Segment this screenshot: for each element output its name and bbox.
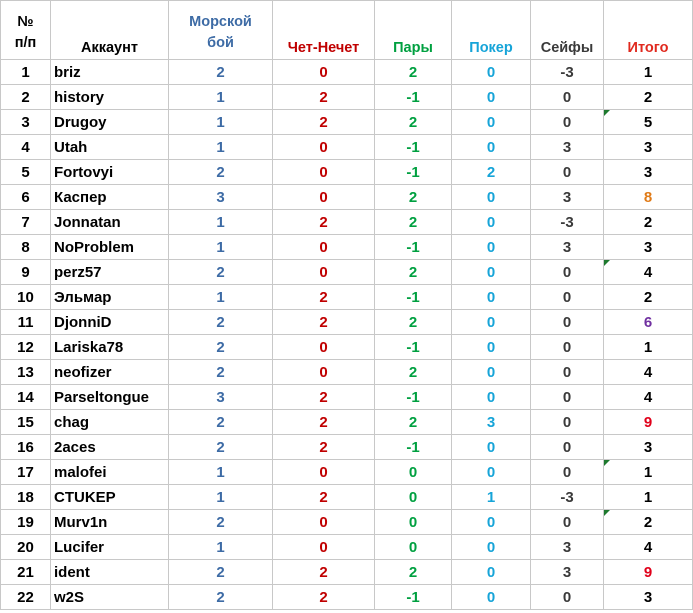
safes-score[interactable]: 0 — [531, 585, 604, 610]
poker-score[interactable]: 0 — [452, 585, 531, 610]
sea-battle-score[interactable]: 2 — [169, 160, 273, 185]
sea-battle-score[interactable]: 3 — [169, 385, 273, 410]
poker-score[interactable]: 0 — [452, 385, 531, 410]
pairs-score[interactable]: -1 — [375, 435, 452, 460]
row-number[interactable]: 16 — [1, 435, 51, 460]
table-row — [1, 85, 693, 110]
account-name[interactable]: Каспер — [51, 185, 169, 210]
odd-even-score[interactable]: 0 — [273, 460, 375, 485]
account-name[interactable]: ident — [51, 560, 169, 585]
account-name[interactable]: Parseltongue — [51, 385, 169, 410]
sea-battle-score[interactable]: 1 — [169, 110, 273, 135]
poker-score[interactable]: 0 — [452, 360, 531, 385]
safes-score[interactable]: 0 — [531, 160, 604, 185]
total-score[interactable]: 4 — [604, 360, 693, 385]
total-score[interactable]: 1 — [604, 335, 693, 360]
odd-even-score[interactable]: 2 — [273, 310, 375, 335]
sea-battle-score[interactable]: 2 — [169, 410, 273, 435]
poker-score[interactable]: 0 — [452, 335, 531, 360]
table-row — [1, 260, 693, 285]
account-name[interactable]: neofizer — [51, 360, 169, 385]
total-score[interactable]: 2 — [604, 210, 693, 235]
table-row — [1, 385, 693, 410]
account-name[interactable]: chag — [51, 410, 169, 435]
safes-score[interactable]: 0 — [531, 360, 604, 385]
sea-battle-score[interactable]: 1 — [169, 460, 273, 485]
total-score[interactable]: 2 — [604, 510, 693, 535]
safes-score[interactable]: 3 — [531, 185, 604, 210]
row-number[interactable]: 20 — [1, 535, 51, 560]
account-name[interactable]: Эльмар — [51, 285, 169, 310]
row-number[interactable]: 22 — [1, 585, 51, 610]
table-row — [1, 285, 693, 310]
sea-battle-score[interactable]: 2 — [169, 560, 273, 585]
row-number[interactable]: 7 — [1, 210, 51, 235]
table-row — [1, 160, 693, 185]
safes-score[interactable]: 0 — [531, 110, 604, 135]
poker-score[interactable]: 0 — [452, 185, 531, 210]
poker-score[interactable]: 3 — [452, 410, 531, 435]
row-number[interactable]: 3 — [1, 110, 51, 135]
account-name[interactable]: briz — [51, 60, 169, 85]
account-name[interactable]: w2S — [51, 585, 169, 610]
odd-even-score[interactable]: 0 — [273, 510, 375, 535]
account-name[interactable]: Utah — [51, 135, 169, 160]
header-pairs[interactable]: Пары — [375, 1, 452, 60]
row-number[interactable]: 9 — [1, 260, 51, 285]
poker-score[interactable]: 0 — [452, 535, 531, 560]
row-number[interactable]: 12 — [1, 335, 51, 360]
poker-score[interactable]: 0 — [452, 135, 531, 160]
sea-battle-score[interactable]: 1 — [169, 235, 273, 260]
safes-score[interactable]: 3 — [531, 135, 604, 160]
odd-even-score[interactable]: 0 — [273, 235, 375, 260]
safes-score[interactable]: 0 — [531, 385, 604, 410]
poker-score[interactable]: 2 — [452, 160, 531, 185]
header-safes[interactable]: Сейфы — [531, 1, 604, 60]
pairs-score[interactable]: 2 — [375, 110, 452, 135]
odd-even-score[interactable]: 2 — [273, 110, 375, 135]
safes-score[interactable]: 0 — [531, 260, 604, 285]
table-row — [1, 410, 693, 435]
odd-even-score[interactable]: 2 — [273, 85, 375, 110]
odd-even-score[interactable]: 2 — [273, 485, 375, 510]
sea-battle-score[interactable]: 1 — [169, 285, 273, 310]
total-score[interactable]: 4 — [604, 385, 693, 410]
row-number[interactable]: 6 — [1, 185, 51, 210]
odd-even-score[interactable]: 2 — [273, 585, 375, 610]
safes-score[interactable]: 3 — [531, 535, 604, 560]
total-score[interactable]: 8 — [604, 185, 693, 210]
poker-score[interactable]: 0 — [452, 510, 531, 535]
poker-score[interactable]: 0 — [452, 210, 531, 235]
pairs-score[interactable]: 2 — [375, 60, 452, 85]
sea-battle-score[interactable]: 2 — [169, 360, 273, 385]
safes-score[interactable]: 0 — [531, 335, 604, 360]
header-odd-even[interactable]: Чет-Нечет — [273, 1, 375, 60]
odd-even-score[interactable]: 0 — [273, 185, 375, 210]
row-number[interactable]: 13 — [1, 360, 51, 385]
odd-even-score[interactable]: 0 — [273, 335, 375, 360]
table-row — [1, 135, 693, 160]
row-number[interactable]: 10 — [1, 285, 51, 310]
total-score[interactable]: 9 — [604, 560, 693, 585]
sea-battle-score[interactable]: 1 — [169, 85, 273, 110]
row-number[interactable]: 5 — [1, 160, 51, 185]
account-name[interactable]: Lucifer — [51, 535, 169, 560]
row-number[interactable]: 18 — [1, 485, 51, 510]
poker-score[interactable]: 0 — [452, 310, 531, 335]
poker-score[interactable]: 0 — [452, 460, 531, 485]
sea-battle-score[interactable]: 2 — [169, 60, 273, 85]
table-row — [1, 210, 693, 235]
poker-score[interactable]: 0 — [452, 260, 531, 285]
poker-score[interactable]: 1 — [452, 485, 531, 510]
header-poker[interactable]: Покер — [452, 1, 531, 60]
row-number[interactable]: 19 — [1, 510, 51, 535]
total-score[interactable]: 5 — [604, 110, 693, 135]
sea-battle-score[interactable]: 2 — [169, 310, 273, 335]
pairs-score[interactable]: 2 — [375, 560, 452, 585]
safes-score[interactable]: -3 — [531, 210, 604, 235]
odd-even-score[interactable]: 0 — [273, 60, 375, 85]
pairs-score[interactable]: 2 — [375, 410, 452, 435]
odd-even-score[interactable]: 2 — [273, 560, 375, 585]
safes-score[interactable]: 0 — [531, 460, 604, 485]
table-row — [1, 460, 693, 485]
account-name[interactable]: Murv1n — [51, 510, 169, 535]
safes-score[interactable]: -3 — [531, 485, 604, 510]
pairs-score[interactable]: -1 — [375, 585, 452, 610]
poker-score[interactable]: 0 — [452, 435, 531, 460]
table-row — [1, 535, 693, 560]
table-row — [1, 485, 693, 510]
pairs-score[interactable]: -1 — [375, 385, 452, 410]
sea-battle-score[interactable]: 2 — [169, 335, 273, 360]
pairs-score[interactable]: 0 — [375, 485, 452, 510]
total-score[interactable]: 3 — [604, 435, 693, 460]
total-score[interactable]: 3 — [604, 160, 693, 185]
pairs-score[interactable]: 0 — [375, 535, 452, 560]
pairs-score[interactable]: -1 — [375, 335, 452, 360]
account-name[interactable]: history — [51, 85, 169, 110]
row-number[interactable]: 17 — [1, 460, 51, 485]
pairs-score[interactable]: 2 — [375, 185, 452, 210]
header-total[interactable]: Итого — [604, 1, 693, 60]
sea-battle-score[interactable]: 1 — [169, 135, 273, 160]
safes-score[interactable]: 0 — [531, 310, 604, 335]
row-number[interactable]: 14 — [1, 385, 51, 410]
safes-score[interactable]: 3 — [531, 560, 604, 585]
pairs-score[interactable]: -1 — [375, 85, 452, 110]
pairs-score[interactable]: 2 — [375, 310, 452, 335]
sea-battle-score[interactable]: 2 — [169, 585, 273, 610]
poker-score[interactable]: 0 — [452, 110, 531, 135]
sea-battle-score[interactable]: 1 — [169, 535, 273, 560]
poker-score[interactable]: 0 — [452, 235, 531, 260]
sea-battle-score[interactable]: 2 — [169, 510, 273, 535]
table-row — [1, 235, 693, 260]
table-row — [1, 435, 693, 460]
row-number[interactable]: 21 — [1, 560, 51, 585]
odd-even-score[interactable]: 0 — [273, 135, 375, 160]
pairs-score[interactable]: 2 — [375, 360, 452, 385]
table-row — [1, 560, 693, 585]
row-number[interactable]: 8 — [1, 235, 51, 260]
row-number[interactable]: 11 — [1, 310, 51, 335]
header-number[interactable]: № п/п — [1, 1, 51, 60]
odd-even-score[interactable]: 0 — [273, 260, 375, 285]
safes-score[interactable]: -3 — [531, 60, 604, 85]
account-name[interactable]: Lariska78 — [51, 335, 169, 360]
pairs-score[interactable]: -1 — [375, 135, 452, 160]
table-row — [1, 335, 693, 360]
total-score[interactable]: 9 — [604, 410, 693, 435]
odd-even-score[interactable]: 2 — [273, 285, 375, 310]
table-row — [1, 110, 693, 135]
total-score[interactable]: 2 — [604, 285, 693, 310]
sea-battle-score[interactable]: 2 — [169, 435, 273, 460]
account-name[interactable]: perz57 — [51, 260, 169, 285]
total-score[interactable]: 3 — [604, 135, 693, 160]
account-name[interactable]: NoProblem — [51, 235, 169, 260]
sea-battle-score[interactable]: 1 — [169, 485, 273, 510]
pairs-score[interactable]: -1 — [375, 235, 452, 260]
table-row — [1, 585, 693, 610]
table-row — [1, 310, 693, 335]
account-name[interactable]: DjonniD — [51, 310, 169, 335]
safes-score[interactable]: 0 — [531, 410, 604, 435]
total-score[interactable]: 2 — [604, 85, 693, 110]
odd-even-score[interactable]: 0 — [273, 160, 375, 185]
account-name[interactable]: Drugoy — [51, 110, 169, 135]
account-name[interactable]: Jonnatan — [51, 210, 169, 235]
safes-score[interactable]: 0 — [531, 285, 604, 310]
header-row — [1, 1, 693, 60]
safes-score[interactable]: 3 — [531, 235, 604, 260]
odd-even-score[interactable]: 2 — [273, 210, 375, 235]
account-name[interactable]: malofei — [51, 460, 169, 485]
odd-even-score[interactable]: 2 — [273, 410, 375, 435]
account-name[interactable]: CTUKEP — [51, 485, 169, 510]
odd-even-score[interactable]: 2 — [273, 385, 375, 410]
row-number[interactable]: 15 — [1, 410, 51, 435]
table-row — [1, 510, 693, 535]
total-score[interactable]: 4 — [604, 535, 693, 560]
total-score[interactable]: 1 — [604, 460, 693, 485]
total-score[interactable]: 1 — [604, 60, 693, 85]
table-row — [1, 360, 693, 385]
pairs-score[interactable]: 0 — [375, 510, 452, 535]
safes-score[interactable]: 0 — [531, 85, 604, 110]
row-number[interactable]: 2 — [1, 85, 51, 110]
account-name[interactable]: 2aces — [51, 435, 169, 460]
total-score[interactable]: 4 — [604, 260, 693, 285]
sea-battle-score[interactable]: 1 — [169, 210, 273, 235]
poker-score[interactable]: 0 — [452, 60, 531, 85]
row-number[interactable]: 1 — [1, 60, 51, 85]
safes-score[interactable]: 0 — [531, 435, 604, 460]
table-row — [1, 185, 693, 210]
header-sea-battle[interactable]: Морской бой — [169, 1, 273, 60]
poker-score[interactable]: 0 — [452, 85, 531, 110]
total-score[interactable]: 6 — [604, 310, 693, 335]
sea-battle-score[interactable]: 2 — [169, 260, 273, 285]
pairs-score[interactable]: 2 — [375, 260, 452, 285]
account-name[interactable]: Fortovyi — [51, 160, 169, 185]
row-number[interactable]: 4 — [1, 135, 51, 160]
total-score[interactable]: 3 — [604, 585, 693, 610]
header-account[interactable]: Аккаунт — [51, 1, 169, 60]
pairs-score[interactable]: 2 — [375, 210, 452, 235]
odd-even-score[interactable]: 2 — [273, 435, 375, 460]
table-row — [1, 60, 693, 85]
total-score[interactable]: 3 — [604, 235, 693, 260]
pairs-score[interactable]: -1 — [375, 160, 452, 185]
safes-score[interactable]: 0 — [531, 510, 604, 535]
pairs-score[interactable]: -1 — [375, 285, 452, 310]
sea-battle-score[interactable]: 3 — [169, 185, 273, 210]
pairs-score[interactable]: 0 — [375, 460, 452, 485]
odd-even-score[interactable]: 0 — [273, 360, 375, 385]
odd-even-score[interactable]: 0 — [273, 535, 375, 560]
total-score[interactable]: 1 — [604, 485, 693, 510]
poker-score[interactable]: 0 — [452, 285, 531, 310]
poker-score[interactable]: 0 — [452, 560, 531, 585]
